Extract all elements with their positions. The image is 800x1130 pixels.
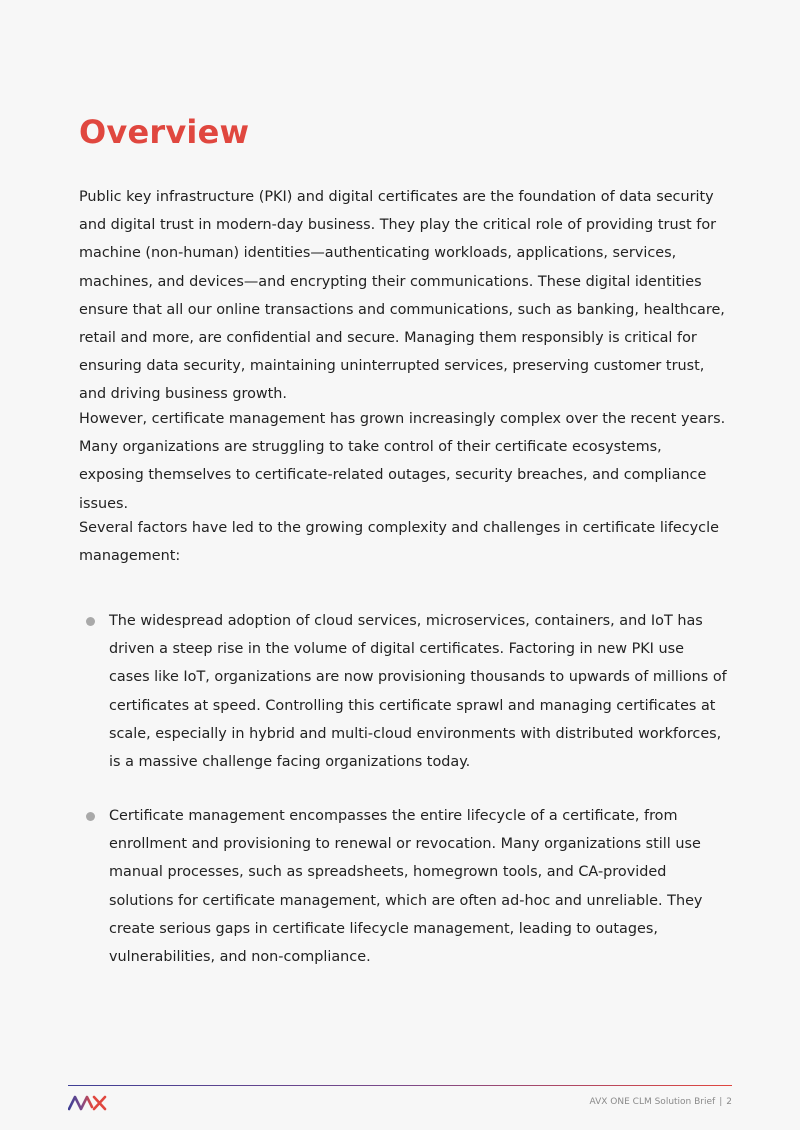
bullet-list bbox=[79, 802, 729, 971]
avx-logo-icon bbox=[68, 1094, 108, 1112]
footer-page-number: 2 bbox=[726, 1097, 732, 1107]
footer-caption bbox=[590, 1095, 732, 1109]
footer-doc-title: AVX ONE CLM Solution Brief bbox=[589, 1097, 716, 1107]
bullet-dot-icon bbox=[86, 617, 95, 626]
bullet-list bbox=[79, 607, 729, 776]
footer-divider bbox=[68, 1085, 732, 1086]
bullet-dot-icon bbox=[86, 812, 95, 821]
page-title: Overview bbox=[79, 113, 250, 151]
paragraph-complexity: However, certificate management has grown increasingly complex over the recent years. Many organizations are struggling to take control of their certificate ecosystems, exposing themselves to certificate-related outages, security breaches, and compliance issues. bbox=[79, 411, 726, 512]
list-item bbox=[79, 802, 729, 971]
list-item-text: The widespread adoption of cloud services, microservices, containers, and IoT has driven a steep rise in the volume of digital certificates. Factoring in new PKI use cases like IoT, organizations are now provisioning thousands to upwards of millions of certificates at speed. Controlling this certificate sprawl and managing certificates at scale, especially in hybrid and multi-cloud environments with distributed workforces, is a massive challenge facing organizations today. bbox=[109, 613, 727, 771]
list-item bbox=[79, 607, 729, 776]
paragraph-intro: Public key infrastructure (PKI) and digital certificates are the foundation of data security and digital trust in modern-day business. They play the critical role of providing trust for machine (non-human) identities—authenticating workloads, applications, services, machines, and devices—and encrypting their communications. These digital identities ensure that all our online transactions and communications, such as banking, healthcare, retail and more, are confidential and secure. Managing them responsibly is critical for ensuring data security, maintaining uninterrupted services, preserving customer trust, and driving business growth. bbox=[79, 189, 725, 403]
paragraph-factors: Several factors have led to the growing complexity and challenges in certificate lifecycle management: bbox=[79, 520, 719, 565]
list-item-text: Certificate management encompasses the entire lifecycle of a certificate, from enrollment and provisioning to renewal or revocation. Many organizations still use manual processes, such as spreadsheets, homegrown tools, and CA-provided solutions for certificate management, which are often ad-hoc and unreliable. They create serious gaps in certificate lifecycle management, leading to outages, vulnerabilities, and non-compliance. bbox=[109, 808, 703, 966]
footer-separator: | bbox=[719, 1097, 723, 1107]
